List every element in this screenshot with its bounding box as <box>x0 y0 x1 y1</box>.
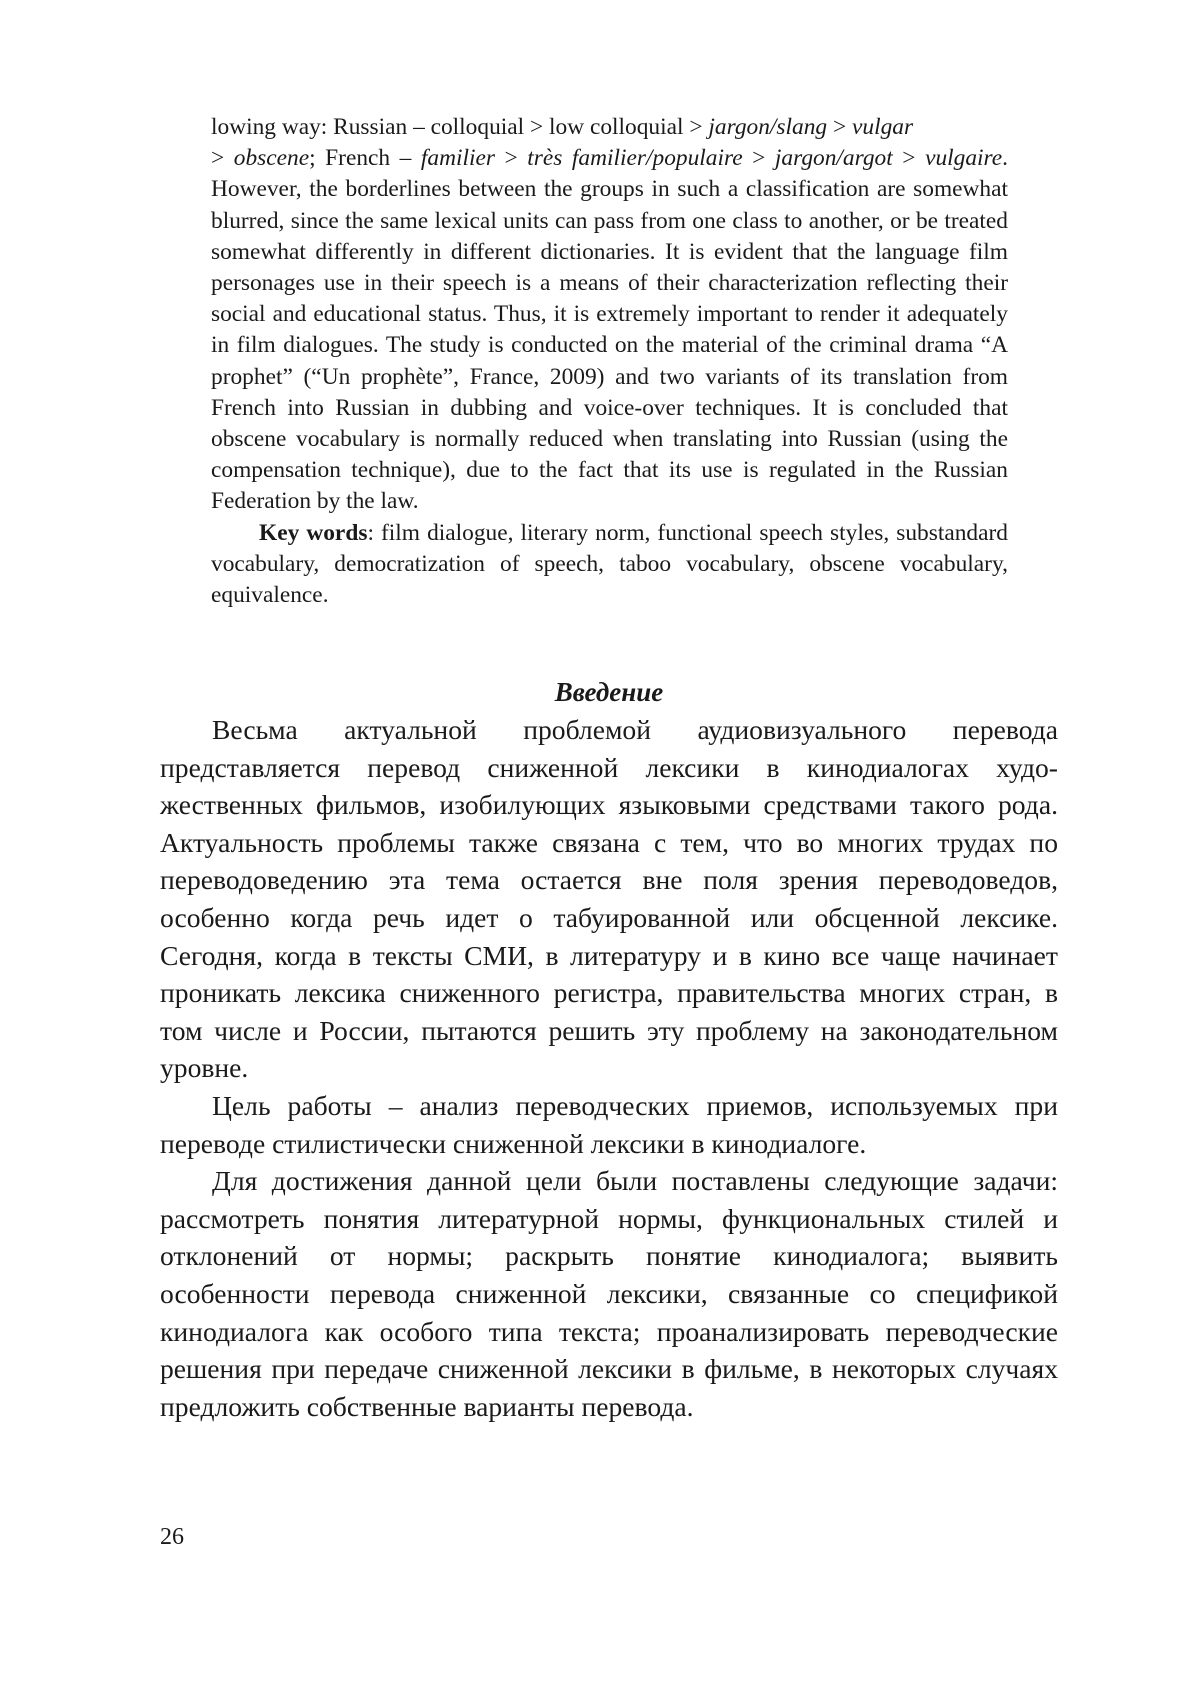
body-paragraph: Для достижения данной цели были поставлены следующие за­дачи: рассмотреть понятия литературной нормы, функциональ­ных стилей и отклонений от нормы; раскрыть понятие кинодиало­га; выявить особенности перевода сниженной лексики, связанные со спецификой кинодиалога как особого типа текста; проанализи­ровать переводческие решения при передаче сниженной лексики в фильме, в некоторых случаях предложить собственные вариан­ты перевода. <box>160 1162 1058 1425</box>
body-paragraph: Цель работы – анализ переводческих приемов, используемых при переводе стилистически сниженной лексики в кинодиалоге. <box>160 1087 1058 1162</box>
body-text <box>160 711 1058 1425</box>
body-paragraph: Весьма актуальной проблемой аудиовизуального перевода представляется перевод сниженной лексики в кинодиалогах худо­жественных фильмов, изобилующих языковыми средствами тако­го рода. Актуальность проблемы также связана с тем, что во мно­гих трудах по переводоведению эта тема остается вне поля зрения переводоведов, особенно когда речь идет о табуированной или об­сценной лексике. Сегодня, когда в тексты СМИ, в литературу и в кино все чаще начинает проникать лексика сниженного регистра, правительства многих стран, в том числе и России, пытаются ре­шить эту проблему на законодательном уровне. <box>160 711 1058 1087</box>
keywords-label: Key words <box>259 520 367 546</box>
keywords-text: : film dialogue, literary norm, functional speech styles, sub­standard vocabulary, democratization of speech, taboo vocabulary, obscene vocabulary, equivalence. <box>211 520 1008 608</box>
page <box>0 0 1200 1703</box>
abstract-block <box>211 112 1008 611</box>
keywords <box>211 518 1008 612</box>
section-title: Введение <box>160 673 1058 711</box>
abstract-paragraph: lowing way: Russian – colloquial > low colloquial > jargon/slang > vulgar > obscene; French – familier > très familier/populaire > jargon/argot > vul­gaire. However, the borderlines between the groups in such a classification are somewhat blurred, since the same lexical units can pass from one class to another, or be treated somewhat differently in different dictionaries. It is evi­dent that the language film personages use in their speech is a means of their characterization reflecting their social and educational status. Thus, it is ex­tremely important to render it adequately in film dialogues. The study is con­ducted on the material of the criminal drama “A prophet” (“Un prophète”, France, 2009) and two variants of its translation from French into Russian in dubbing and voice-over techniques. It is concluded that obscene vocabu­lary is normally reduced when translating into Russian (using the compensa­tion technique), due to the fact that its use is regulated in the Russian Federa­tion by the law. <box>211 112 1008 518</box>
page-number: 26 <box>160 1522 184 1552</box>
